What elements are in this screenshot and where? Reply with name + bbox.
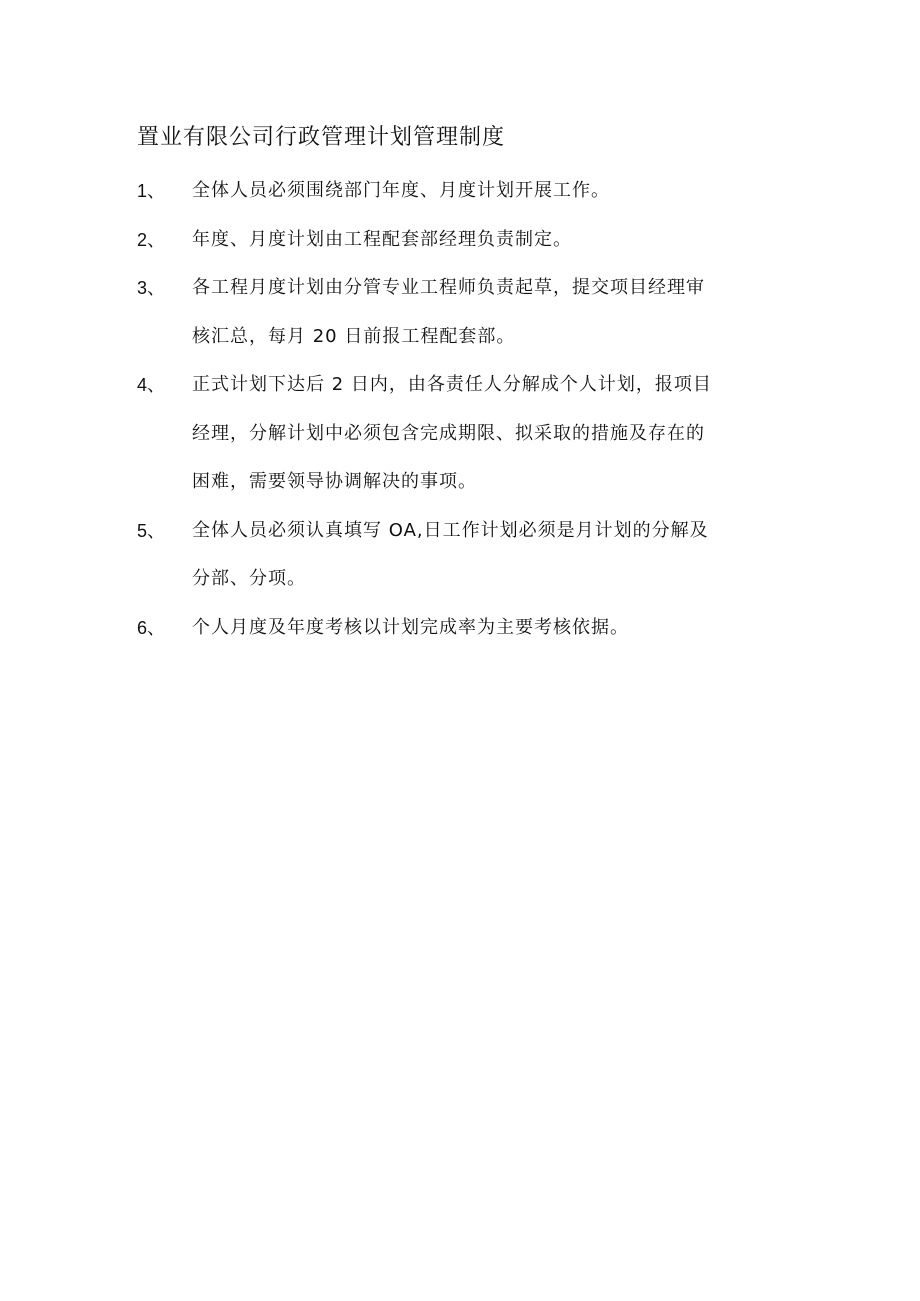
item-text xyxy=(192,264,792,361)
item-line: 全体人员必须认真填写 OA,日工作计划必须是月计划的分解及 xyxy=(192,519,709,541)
item-line: 各工程月度计划由分管专业工程师负责起草，提交项目经理审 xyxy=(192,277,705,298)
item-text xyxy=(192,604,792,653)
item-line: 全体人员必须围绕部门年度、月度计划开展工作。 xyxy=(192,180,610,201)
item-text xyxy=(192,216,792,265)
list-item xyxy=(0,216,920,265)
rules-list xyxy=(0,167,920,652)
list-item xyxy=(0,507,920,604)
item-text xyxy=(192,361,792,507)
item-line: 分部、分项。 xyxy=(192,568,306,589)
item-number: 2、 xyxy=(137,229,166,250)
document-title: 置业有限公司行政管理计划管理制度 xyxy=(137,125,506,150)
item-line: 核汇总，每月 20 日前报工程配套部。 xyxy=(192,325,516,347)
item-text xyxy=(192,507,792,604)
item-line: 经理，分解计划中必须包含完成期限、拟采取的措施及存在的 xyxy=(192,422,705,444)
item-line: 正式计划下达后 2 日内，由各责任人分解成个人计划，报项目 xyxy=(192,374,712,395)
item-number: 1、 xyxy=(137,181,166,201)
item-text xyxy=(192,167,792,216)
item-number: 6、 xyxy=(137,617,166,638)
item-line: 困难，需要领导协调解决的事项。 xyxy=(192,471,477,492)
item-number: 5、 xyxy=(137,520,166,541)
list-item xyxy=(0,361,920,507)
item-number: 3、 xyxy=(137,278,166,298)
item-number: 4、 xyxy=(137,375,166,395)
list-item xyxy=(0,604,920,653)
item-line: 年度、月度计划由工程配套部经理负责制定。 xyxy=(192,228,572,250)
list-item xyxy=(0,167,920,216)
list-item xyxy=(0,264,920,361)
item-line: 个人月度及年度考核以计划完成率为主要考核依据。 xyxy=(192,616,629,638)
